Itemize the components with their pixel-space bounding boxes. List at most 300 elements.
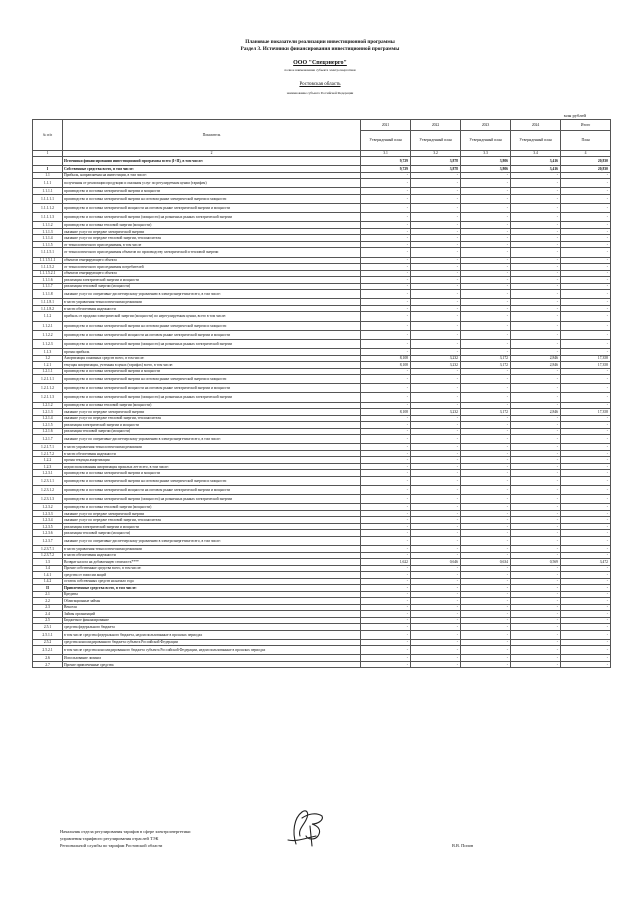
year-value: -	[361, 402, 411, 409]
row-indicator: от технологического присоединения, в том числе	[63, 241, 361, 248]
total-value: -	[561, 578, 611, 585]
year-value: -	[361, 572, 411, 579]
row-number: 1.1	[33, 172, 63, 179]
year-value: -	[461, 624, 511, 631]
year-value: -	[461, 277, 511, 284]
row-number: 1.2	[33, 355, 63, 362]
row-number: 1.2.1.3	[33, 409, 63, 416]
year-value: -	[411, 504, 461, 511]
row-number: I	[33, 166, 63, 173]
row-indicator: производство и поставка электрической мощности на оптовом рынке электрической энергии и мощности	[63, 486, 361, 495]
total-value: -	[561, 321, 611, 330]
year-value: -	[411, 470, 461, 477]
year-value: -	[411, 305, 461, 312]
year-value: -	[461, 188, 511, 195]
year-value: -	[361, 565, 411, 572]
row-indicator: от технологического присоединения потребителей	[63, 264, 361, 271]
row-number: 2.2	[33, 598, 63, 605]
year-value: -	[411, 661, 461, 668]
year-value: -	[361, 585, 411, 592]
year-value: -	[461, 384, 511, 393]
index-cell: 1	[33, 151, 63, 157]
row-number: 1.1.1.2	[33, 222, 63, 229]
total-value: -	[561, 172, 611, 179]
row-number: 1.2.1.7.2	[33, 450, 63, 457]
total-value: -	[561, 402, 611, 409]
year-value: -	[461, 655, 511, 662]
index-cell: 3.4	[511, 151, 561, 157]
row-indicator: производство и поставка тепловой энергии (мощности)	[63, 222, 361, 229]
year-value: -	[461, 339, 511, 348]
year-value: -	[461, 630, 511, 639]
row-indicator: производство и поставка электрической энергии (мощности) на розничных рынках электрической энергии	[63, 213, 361, 222]
year-value: -	[361, 552, 411, 559]
row-indicator: Амортизация основных средств всего, в том числе:	[63, 355, 361, 362]
total-plan-label: План	[561, 131, 611, 151]
table-row	[33, 486, 611, 495]
year-value: 8,108	[361, 355, 411, 362]
year-value: -	[361, 270, 411, 277]
total-value: -	[561, 450, 611, 457]
total-value: -	[561, 222, 611, 229]
year-value: -	[461, 611, 511, 618]
year-value: -	[411, 384, 461, 393]
year-value: -	[411, 598, 461, 605]
year-value: -	[511, 585, 561, 592]
total-value: 17,358	[561, 362, 611, 369]
year-value: -	[511, 591, 561, 598]
total-value: -	[561, 457, 611, 464]
year-value: -	[361, 228, 411, 235]
year-value: -	[511, 495, 561, 504]
row-indicator: Привлеченные средства всего, в том числе:	[63, 585, 361, 592]
year-value: -	[461, 604, 511, 611]
row-number: 2.5.2.1	[33, 646, 63, 655]
table-row	[33, 194, 611, 203]
total-value: -	[561, 435, 611, 444]
total-value: -	[561, 422, 611, 429]
year-value: -	[461, 598, 511, 605]
year-value: -	[511, 277, 561, 284]
year-value: -	[411, 349, 461, 356]
year-value: -	[511, 172, 561, 179]
year-value: -	[511, 624, 561, 631]
row-number: 1.2.3.6	[33, 530, 63, 537]
plan-label: Утвержденный план	[461, 131, 511, 151]
row-indicator: реализация электрической энергии и мощности	[63, 277, 361, 284]
row-number: 1.2.3.1.1	[33, 476, 63, 485]
year-value: -	[361, 422, 411, 429]
year-value: -	[411, 368, 461, 375]
year-value: -	[461, 422, 511, 429]
row-indicator: производство и поставка электрической энергии и мощности	[63, 188, 361, 195]
row-number: 1.4.2	[33, 578, 63, 585]
total-value: -	[561, 598, 611, 605]
year-value: -	[511, 504, 561, 511]
row-number: 2.3	[33, 604, 63, 611]
year-value: -	[361, 578, 411, 585]
year-value: -	[361, 305, 411, 312]
year-value: -	[511, 617, 561, 624]
row-number: 1.1.1.8.1	[33, 299, 63, 306]
year-value: -	[361, 415, 411, 422]
year-value: -	[411, 552, 461, 559]
year-value: -	[411, 604, 461, 611]
year-value: -	[511, 523, 561, 530]
row-indicator: Прибыль, направляемая на инвестиции, в том числе:	[63, 172, 361, 179]
total-value: -	[561, 536, 611, 545]
year-value: -	[411, 277, 461, 284]
total-value: -	[561, 384, 611, 393]
year-value: -	[361, 444, 411, 451]
year-value: -	[461, 530, 511, 537]
year-value: -	[361, 384, 411, 393]
table-row	[33, 157, 611, 166]
row-number: 1.1.1.3	[33, 228, 63, 235]
year-value: -	[361, 330, 411, 339]
row-number: 1.2.2	[33, 457, 63, 464]
year-value: -	[361, 536, 411, 545]
year-value: -	[361, 235, 411, 242]
year-value: -	[361, 172, 411, 179]
year-value: -	[511, 470, 561, 477]
year-value: -	[511, 565, 561, 572]
row-indicator: производство и поставка тепловой энергии (мощности)	[63, 402, 361, 409]
row-indicator: от технологического присоединения объектов по производству электрической и тепловой энергии	[63, 248, 361, 257]
row-indicator: в части обеспечения надежности	[63, 552, 361, 559]
row-indicator: Возврат налога на добавленную стоимость****	[63, 559, 361, 566]
year-value: 3,416	[511, 157, 561, 166]
year-value: -	[411, 270, 461, 277]
row-indicator: объектов генерирующего объекта	[63, 270, 361, 277]
year-value: -	[511, 402, 561, 409]
year-value: -	[461, 305, 511, 312]
year-value: -	[411, 422, 461, 429]
year-value: -	[411, 572, 461, 579]
year-value: -	[361, 264, 411, 271]
col-num-header: № п/п	[33, 120, 63, 151]
year-value: -	[411, 299, 461, 306]
year-value: -	[411, 536, 461, 545]
year-value: -	[461, 270, 511, 277]
row-number: 1.1.1.5.1	[33, 248, 63, 257]
year-value: -	[461, 330, 511, 339]
region-caption: наименование субъекта Российской Федерации	[286, 91, 354, 95]
year-value: 8,108	[361, 409, 411, 416]
total-value: 17,358	[561, 409, 611, 416]
year-value: -	[411, 339, 461, 348]
year-value: -	[361, 213, 411, 222]
row-indicator: в части управления технологическими режимами	[63, 546, 361, 553]
row-indicator: Кредиты	[63, 591, 361, 598]
index-cell: 3.1	[361, 151, 411, 157]
total-value: -	[561, 330, 611, 339]
table-row	[33, 248, 611, 257]
row-number: 1.1.1.5	[33, 241, 63, 248]
year-value: -	[411, 457, 461, 464]
year-value: -	[461, 510, 511, 517]
year-value: -	[361, 375, 411, 384]
total-value: -	[561, 565, 611, 572]
year-header: 2023	[461, 120, 511, 131]
row-number: 1.2.1.1	[33, 368, 63, 375]
year-value: -	[361, 517, 411, 524]
row-indicator: производство и поставка электрической энергии на оптовом рынке электрической энергии и мощности	[63, 476, 361, 485]
title-line-2: Раздел 3. Источники финансирования инвестиционной программы	[240, 46, 400, 52]
year-value: -	[461, 228, 511, 235]
year-value: -	[461, 661, 511, 668]
total-value: -	[561, 264, 611, 271]
year-value: -	[511, 213, 561, 222]
row-number: 2.4	[33, 611, 63, 618]
row-indicator: производство и поставка электрической энергии и мощности	[63, 470, 361, 477]
total-value: 20,830	[561, 166, 611, 173]
year-value: -	[511, 604, 561, 611]
year-value: -	[411, 450, 461, 457]
year-value: -	[411, 646, 461, 655]
year-value: -	[511, 428, 561, 435]
row-number: 1.1.2.3	[33, 339, 63, 348]
row-number: 1.2.3.1.3	[33, 495, 63, 504]
total-value: -	[561, 495, 611, 504]
row-indicator: в том числе средства федерального бюджета, недоиспользованные в прошлых периодах	[63, 630, 361, 639]
row-number: 1.2.1.4	[33, 415, 63, 422]
total-value: -	[561, 368, 611, 375]
year-value: -	[461, 536, 511, 545]
year-value: -	[411, 565, 461, 572]
total-value: -	[561, 572, 611, 579]
row-indicator: Займы организаций	[63, 611, 361, 618]
total-value: -	[561, 585, 611, 592]
row-number: 1.2.3.4	[33, 517, 63, 524]
year-value: -	[461, 646, 511, 655]
year-value: -	[511, 375, 561, 384]
row-indicator: производство и поставка электрической мощности на оптовом рынке электрической энергии и мощности	[63, 204, 361, 213]
row-number: 2.5.2	[33, 639, 63, 646]
row-indicator: Собственные средства всего, в том числе:	[63, 166, 361, 173]
total-value: -	[561, 228, 611, 235]
year-value: -	[511, 457, 561, 464]
year-value: -	[461, 591, 511, 598]
year-value: -	[361, 368, 411, 375]
footer-position-line-2: управления тарифного регулирования отраслей ТЭК	[60, 836, 159, 841]
total-value: -	[561, 393, 611, 402]
total-value: -	[561, 604, 611, 611]
plan-label: Утвержденный план	[511, 131, 561, 151]
year-value: -	[361, 349, 411, 356]
row-number: 1.4.1	[33, 572, 63, 579]
row-number: 1.2.1.6	[33, 428, 63, 435]
year-value: -	[461, 572, 511, 579]
year-value: -	[511, 476, 561, 485]
year-value: -	[411, 179, 461, 188]
row-indicator: оказание услуг по оперативно-диспетчерскому управлению в электроэнергетике всего, в том числе:	[63, 536, 361, 545]
year-value: -	[411, 517, 461, 524]
year-value: 3,232	[411, 362, 461, 369]
year-value: -	[411, 290, 461, 299]
row-indicator: Векселя	[63, 604, 361, 611]
title-line-1: Плановые показатели реализации инвестиционной программы	[245, 39, 395, 45]
row-number: 1.1.1.1.3	[33, 213, 63, 222]
year-value: -	[361, 321, 411, 330]
year-value: -	[361, 598, 411, 605]
total-value: -	[561, 661, 611, 668]
year-value: -	[511, 283, 561, 290]
row-indicator: прочая текущая амортизация	[63, 457, 361, 464]
year-value: -	[461, 552, 511, 559]
index-cell: 2	[63, 151, 361, 157]
total-value: -	[561, 546, 611, 553]
year-value: -	[411, 188, 461, 195]
year-value: -	[361, 617, 411, 624]
year-value: 3,172	[461, 355, 511, 362]
region-name: Ростовская область	[299, 82, 341, 87]
total-value: -	[561, 415, 611, 422]
year-value: -	[411, 428, 461, 435]
row-number: 1.1.1.5.2.1	[33, 270, 63, 277]
row-indicator: оказание услуг по передаче тепловой энергии, теплоносителя	[63, 517, 361, 524]
row-number: 1.4	[33, 565, 63, 572]
year-value: -	[511, 312, 561, 321]
year-value: -	[511, 188, 561, 195]
year-value: -	[511, 536, 561, 545]
total-value: -	[561, 530, 611, 537]
table-row	[33, 339, 611, 348]
year-value: -	[361, 283, 411, 290]
year-value: -	[461, 476, 511, 485]
year-value: -	[511, 290, 561, 299]
row-number: 1.1.1.1	[33, 188, 63, 195]
year-value: -	[361, 624, 411, 631]
row-indicator: производство и поставка электрической энергии (мощности) на розничных рынках электрической энергии	[63, 339, 361, 348]
row-number: 1.2.3.1.2	[33, 486, 63, 495]
year-value: 3,806	[461, 157, 511, 166]
year-header: 2024	[511, 120, 561, 131]
year-value: -	[461, 257, 511, 264]
year-value: -	[511, 368, 561, 375]
table-row	[33, 495, 611, 504]
year-value: -	[411, 204, 461, 213]
year-value: -	[461, 463, 511, 470]
year-value: -	[461, 486, 511, 495]
row-indicator: Прочие привлеченные средства	[63, 661, 361, 668]
row-number: 1.1.1.5.1.1	[33, 257, 63, 264]
year-value: -	[511, 299, 561, 306]
table-row	[33, 204, 611, 213]
year-value: -	[461, 617, 511, 624]
row-number: 1.2.1.1.3	[33, 393, 63, 402]
year-value: -	[511, 422, 561, 429]
row-number: 2.7	[33, 661, 63, 668]
year-value: -	[511, 517, 561, 524]
year-value: 2,846	[511, 355, 561, 362]
year-value: -	[411, 228, 461, 235]
year-value: -	[511, 639, 561, 646]
total-value: -	[561, 213, 611, 222]
year-value: -	[461, 444, 511, 451]
row-indicator: реализация тепловой энергии (мощности)	[63, 428, 361, 435]
year-value: -	[361, 486, 411, 495]
year-value: -	[361, 661, 411, 668]
total-value: 17,358	[561, 355, 611, 362]
year-value: -	[461, 368, 511, 375]
row-indicator: прибыль от продажи электрической энергии (мощности) по нерегулируемым ценам, всего в том числе:	[63, 312, 361, 321]
organization-name: ООО "Спецэнерго"	[293, 60, 347, 66]
year-value: -	[461, 517, 511, 524]
year-value: -	[461, 290, 511, 299]
year-value: -	[361, 277, 411, 284]
table-row	[33, 536, 611, 545]
row-number: 1.3	[33, 559, 63, 566]
year-value: -	[461, 213, 511, 222]
total-value: -	[561, 523, 611, 530]
row-number: 1.1.1.8	[33, 290, 63, 299]
year-value: -	[411, 530, 461, 537]
total-value: -	[561, 510, 611, 517]
year-value: -	[461, 470, 511, 477]
total-value: -	[561, 552, 611, 559]
year-value: -	[361, 504, 411, 511]
total-value: -	[561, 179, 611, 188]
year-value: -	[461, 179, 511, 188]
year-value: -	[361, 299, 411, 306]
year-value: -	[461, 248, 511, 257]
year-value: -	[461, 321, 511, 330]
row-number: 1.2.3	[33, 463, 63, 470]
row-indicator: прочая прибыль	[63, 349, 361, 356]
year-value: -	[461, 283, 511, 290]
year-value: -	[461, 457, 511, 464]
year-value: -	[361, 179, 411, 188]
year-value: -	[511, 339, 561, 348]
year-value: -	[411, 194, 461, 203]
total-value: -	[561, 624, 611, 631]
total-value: -	[561, 339, 611, 348]
year-value: -	[411, 321, 461, 330]
year-value: 3,878	[411, 166, 461, 173]
year-value: -	[511, 270, 561, 277]
row-number: 1.2.3.5	[33, 523, 63, 530]
table-row	[33, 435, 611, 444]
total-value: -	[561, 486, 611, 495]
row-indicator: Прочие собственные средства всего, в том числе:	[63, 565, 361, 572]
year-value: -	[461, 578, 511, 585]
year-value: -	[461, 222, 511, 229]
year-value: -	[411, 415, 461, 422]
header-row-years	[33, 120, 611, 131]
year-value: -	[361, 257, 411, 264]
year-value: -	[411, 172, 461, 179]
row-indicator: Источники финансирования инвестиционной программы всего (I+II), в том числе:	[63, 157, 361, 166]
row-number: 2.5.1.1	[33, 630, 63, 639]
total-value: 20,830	[561, 157, 611, 166]
total-value: -	[561, 283, 611, 290]
year-value: 3,232	[411, 355, 461, 362]
year-value: -	[461, 204, 511, 213]
row-number: 1.2.1.1.2	[33, 384, 63, 393]
year-value: 3,232	[411, 409, 461, 416]
row-indicator: Облигационные займы	[63, 598, 361, 605]
year-value: -	[411, 241, 461, 248]
table-row	[33, 330, 611, 339]
row-number: 2.1	[33, 591, 63, 598]
year-value: -	[511, 330, 561, 339]
year-value: 2,846	[511, 362, 561, 369]
year-value: -	[361, 470, 411, 477]
row-indicator: Использование лизинга	[63, 655, 361, 662]
year-value: -	[411, 523, 461, 530]
row-number: 1.1.1.5.2	[33, 264, 63, 271]
